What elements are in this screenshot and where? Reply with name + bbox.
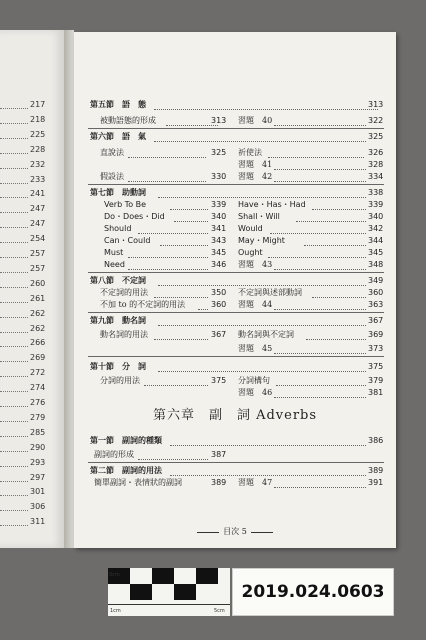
catalog-label xyxy=(232,568,394,616)
section-title: 第九節 動名詞 xyxy=(90,316,146,325)
left-page-number: 276 xyxy=(30,398,46,407)
entry-label: 副詞的形成 xyxy=(94,450,134,459)
section-title: 第二節 副詞的用法 xyxy=(90,466,162,475)
left-page-number: 257 xyxy=(30,263,46,273)
entry-label: Do・Does・Did xyxy=(104,212,165,221)
page-number: 322 xyxy=(368,116,384,125)
page-number: 379 xyxy=(368,376,384,385)
section-title: 第一節 副詞的種類 xyxy=(90,436,162,445)
entry-label: 習題 41 xyxy=(238,160,273,169)
entry-label: 習題 44 xyxy=(238,300,273,309)
entry-label: 簡單副詞・表情狀的副詞 xyxy=(94,478,182,487)
entry-label: 動名詞與不定詞 xyxy=(238,330,294,339)
scale-label: 0cm xyxy=(109,572,120,578)
left-page-number: 247 xyxy=(30,204,46,214)
left-page-number: 218 xyxy=(30,114,46,124)
entry-label: 習題 47 xyxy=(238,478,273,487)
left-page-number: 293 xyxy=(30,457,46,467)
left-page-number: 257 xyxy=(30,249,46,258)
page-number: 345 xyxy=(211,248,227,257)
catalog-number: 2019.024.0603 xyxy=(241,582,385,602)
entry-label: Ought xyxy=(238,248,263,257)
scale-label: 5cm xyxy=(214,608,225,614)
page-number: 313 xyxy=(211,116,227,125)
entry-label: Must xyxy=(104,248,124,257)
toc-page xyxy=(74,32,396,548)
left-page-number: 269 xyxy=(30,353,46,363)
page-number: 391 xyxy=(368,478,384,487)
left-page-number: 228 xyxy=(30,144,46,154)
page-number: 348 xyxy=(368,260,384,269)
footer-text: 目次 5 xyxy=(223,527,247,536)
left-page-number: 232 xyxy=(30,159,46,169)
page-number: 334 xyxy=(368,172,384,181)
entry-label: Shall・Will xyxy=(238,212,280,221)
left-page-number: 285 xyxy=(30,427,46,437)
left-page-number: 311 xyxy=(30,517,46,527)
chapter-heading: 第六章 副 詞 Adverbs xyxy=(152,408,318,423)
section-title: 第六節 語 氣 xyxy=(90,132,146,141)
entry-label: Need xyxy=(104,260,125,269)
page-number: 340 xyxy=(211,212,227,221)
scale-square xyxy=(152,568,174,584)
page-number: 350 xyxy=(211,288,227,297)
page-number: 360 xyxy=(211,300,227,309)
page-number: 346 xyxy=(211,260,227,269)
entry-label: 習題 46 xyxy=(238,388,273,397)
left-page-number: 247 xyxy=(30,219,46,229)
page-number: 349 xyxy=(368,276,384,285)
page-number: 387 xyxy=(211,450,227,459)
color-scale-card xyxy=(108,568,230,616)
entry-label: 直說法 xyxy=(100,148,124,157)
entry-label: 動名詞的用法 xyxy=(100,330,148,339)
left-page-number: 254 xyxy=(30,234,46,244)
entry-label: 祈使法 xyxy=(238,148,262,157)
left-page-number: 217 xyxy=(30,100,46,109)
page-number: 325 xyxy=(368,132,384,141)
page-number: 363 xyxy=(368,300,384,309)
section-title: 第八節 不定詞 xyxy=(90,276,146,285)
page-number: 344 xyxy=(368,236,384,245)
entry-label: 不定詞與述部動詞 xyxy=(238,288,302,297)
page-footer xyxy=(74,526,396,537)
left-page-number: 233 xyxy=(30,174,46,184)
scale-square xyxy=(130,584,152,600)
entry-label: 不定詞的用法 xyxy=(100,288,148,297)
entry-label: 分詞構句 xyxy=(238,376,270,385)
page-number: 342 xyxy=(368,224,384,233)
page-number: 373 xyxy=(368,344,384,353)
page-number: 360 xyxy=(368,288,384,297)
page-number: 375 xyxy=(368,362,384,371)
left-page-number: 262 xyxy=(30,323,46,333)
entry-label: Would xyxy=(238,224,263,233)
page-number: 343 xyxy=(211,236,227,245)
page-number: 340 xyxy=(368,212,384,221)
page-number: 328 xyxy=(368,160,384,169)
entry-label: 習題 42 xyxy=(238,172,273,181)
left-page-number: 290 xyxy=(30,442,46,452)
entry-label: 分詞的用法 xyxy=(100,376,140,385)
page-number: 330 xyxy=(211,172,227,181)
page-number: 386 xyxy=(368,436,384,445)
left-page-number: 241 xyxy=(30,189,46,199)
entry-label: May・Might xyxy=(238,236,285,245)
page-number: 339 xyxy=(368,200,384,209)
entry-label: 習題 43 xyxy=(238,260,273,269)
scale-label: 1cm xyxy=(110,608,121,614)
page-number: 341 xyxy=(211,224,227,233)
scale-square xyxy=(174,584,196,600)
entry-label: 不加 to 的不定詞的用法 xyxy=(100,300,186,309)
entry-label: Can・Could xyxy=(104,236,151,245)
page-number: 325 xyxy=(211,148,227,157)
left-page-number: 279 xyxy=(30,412,46,422)
left-page-number: 225 xyxy=(30,129,46,139)
book-gutter xyxy=(64,30,74,548)
page-number: 345 xyxy=(368,248,384,257)
page-number: 381 xyxy=(368,388,384,397)
left-page-number: 266 xyxy=(30,338,46,348)
entry-label: 被動語態的形成 xyxy=(100,116,156,125)
entry-label: 習題 40 xyxy=(238,116,273,125)
left-page xyxy=(0,30,66,548)
section-title: 第五節 語 態 xyxy=(90,100,146,109)
entry-label: 假設法 xyxy=(100,172,124,181)
page-number: 375 xyxy=(211,376,227,385)
page-number: 367 xyxy=(368,316,384,325)
entry-label: 習題 45 xyxy=(238,344,273,353)
page-number: 389 xyxy=(211,478,227,487)
page-number: 338 xyxy=(368,188,384,197)
page-number: 326 xyxy=(368,148,384,157)
section-title: 第七節 助動詞 xyxy=(90,188,146,197)
left-page-number: 274 xyxy=(30,383,46,393)
left-page-number: 272 xyxy=(30,368,46,378)
page-number: 369 xyxy=(368,330,384,339)
page-number: 389 xyxy=(368,466,384,475)
left-page-number: 260 xyxy=(30,278,46,288)
entry-label: Verb To Be xyxy=(104,200,147,209)
page-number: 313 xyxy=(368,100,384,109)
page-number: 339 xyxy=(211,200,227,209)
left-page-number: 306 xyxy=(30,502,46,512)
left-page-number: 261 xyxy=(30,293,46,303)
section-title: 第十節 分 詞 xyxy=(90,362,146,371)
scale-square xyxy=(196,568,218,584)
page-number: 367 xyxy=(211,330,227,339)
left-page-number: 262 xyxy=(30,308,46,318)
left-page-number: 301 xyxy=(30,487,46,497)
entry-label: Have・Has・Had xyxy=(238,200,306,209)
entry-label: Should xyxy=(104,224,132,233)
left-page-number: 297 xyxy=(30,472,46,482)
